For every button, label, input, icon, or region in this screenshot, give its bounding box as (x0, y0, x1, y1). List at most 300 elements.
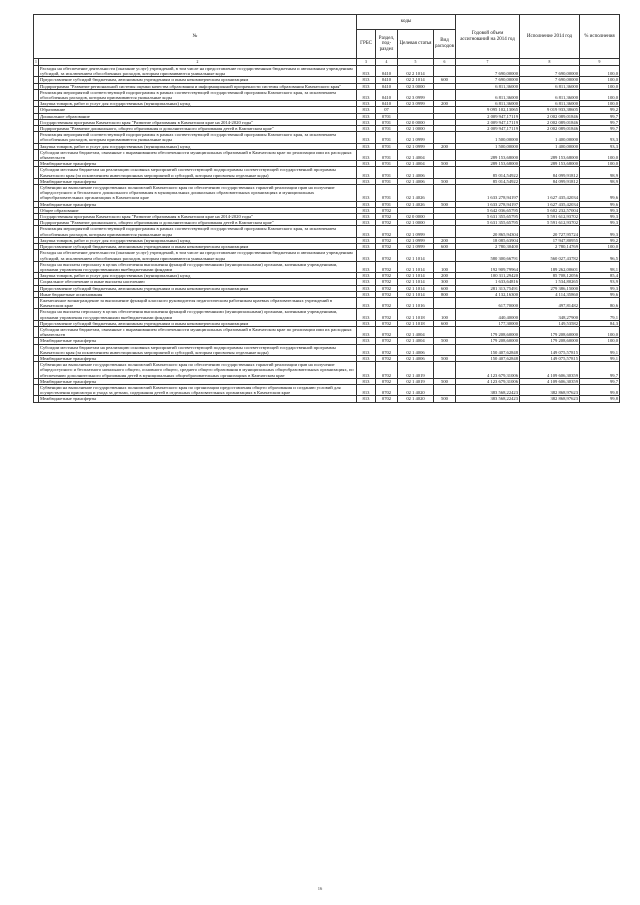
cell-grbs: 813 (357, 66, 376, 77)
cell-target-article: 02 3 0999 (398, 101, 434, 107)
cell-target-article: 02 1 1018 (398, 320, 434, 326)
cell-exec: 382 868,97623 (520, 396, 580, 402)
table-row (34, 362, 620, 379)
cell-percent: 99,7 (580, 362, 620, 379)
cell-name: Закупка товаров, работ и услуг для государственных (муниципальных) нужд (39, 273, 357, 279)
cell-section: 0702 (376, 338, 398, 344)
cell-name: Государственная программа Камчатского края "Развитие образования в Камчатском крае на 2014-2020 годы" (39, 119, 357, 125)
header-codes: коды (357, 15, 456, 30)
cell-target-article: 02 1 4004 (398, 161, 434, 167)
cell-target-article: 02 1 1014 (398, 279, 434, 285)
cell-section: 0702 (376, 362, 398, 379)
cell-name: Реализация мероприятий соответствующей подпрограммы в рамках соответствующей государственной программы Камчатского края, за исключением обособленных расходов, которым присваиваются уникальные коды (39, 89, 357, 100)
cell-exec: 279 386,15000 (520, 285, 580, 291)
cell-target-article: 02 1 1014 (398, 291, 434, 297)
cell-exec: 2 002 089,01846 (520, 126, 580, 132)
cell-name: Иные бюджетные ассигнования (39, 291, 357, 297)
cell-grbs: 813 (357, 273, 376, 279)
cell-target-article: 02 1 1016 (398, 297, 434, 308)
cell-grbs: 813 (357, 185, 376, 202)
cell-percent: 100,0 (580, 89, 620, 100)
cell-name: Расходы на выплаты персоналу в целях обеспечения выполнения функций государственными (муниципальными) органами, казенными учреждениями, органами управления государственными внебюджетными фондами (39, 261, 357, 272)
cell-exec: 289 153,68000 (520, 161, 580, 167)
cell-grbs: 813 (357, 396, 376, 402)
cell-plan: 383 568,22423 (456, 384, 520, 395)
cell-name: Субвенции на выполнение государственных полномочий Камчатского края по организации предоставления общего образования и созданию условий для осуществления присмотра и ухода за детьми, содержания детей в отдельных образовательных организациях в Камчатском крае (39, 384, 357, 395)
cell-grbs: 813 (357, 83, 376, 89)
cell-percent: 99,1 (580, 344, 620, 355)
cell-grbs: 813 (357, 201, 376, 207)
cell-plan: 150 407,62848 (456, 355, 520, 361)
cell-expense-type: 500 (434, 396, 456, 402)
cell-target-article: 02 1 4019 (398, 378, 434, 384)
cell-expense-type (434, 66, 456, 77)
cell-name: Расходы на обеспечение деятельности (оказание услуг) учреждений, в том числе на предоставление государственным бюджетным и автономным учреждениям субсидий, за исключением обособленных расходов, которым присваиваются уникальные коды (39, 66, 357, 77)
cell-section: 0701 (376, 143, 398, 149)
cell-plan: 179 208,60000 (456, 338, 520, 344)
cell-plan: 5 631 355,65795 (456, 220, 520, 226)
cell-target-article: 02 1 4026 (398, 185, 434, 202)
cell-target-article: 02 1 4004 (398, 149, 434, 160)
cell-plan: 617,70000 (456, 297, 520, 308)
cell-plan: 85 014,54922 (456, 167, 520, 178)
cell-plan: 6 811,36000 (456, 83, 520, 89)
table-row (34, 344, 620, 355)
budget-sheet (33, 14, 619, 403)
cell-expense-type: 300 (434, 279, 456, 285)
cell-exec: 5 591 612,93702 (520, 220, 580, 226)
cell-section: 0701 (376, 201, 398, 207)
cell-exec: 149 075,57815 (520, 344, 580, 355)
cell-section: 0701 (376, 178, 398, 184)
col-index: 9 (580, 59, 620, 66)
cell-exec: 1 400,00000 (520, 132, 580, 143)
cell-exec: 1 400,00000 (520, 143, 580, 149)
cell-percent: 99,3 (580, 220, 620, 226)
cell-section: 0702 (376, 279, 398, 285)
table-row (34, 384, 620, 395)
table-row (34, 149, 620, 160)
table-row (34, 297, 620, 308)
cell-expense-type (434, 326, 456, 337)
cell-target-article: 02 2 1014 (398, 66, 434, 77)
cell-name: Расходы на обеспечение деятельности (оказание услуг) учреждений, в том числе на предоставление государственным бюджетным и автономным учреждениям субсидий, за исключением обособленных расходов, которым присваиваются уникальные коды (39, 250, 357, 261)
cell-target-article: 02 3 0000 (398, 83, 434, 89)
table-row (34, 396, 620, 402)
cell-grbs: 813 (357, 220, 376, 226)
cell-section: 0701 (376, 119, 398, 125)
cell-expense-type (434, 167, 456, 178)
cell-section: 0702 (376, 226, 398, 237)
cell-grbs: 813 (357, 362, 376, 379)
cell-expense-type: 200 (434, 237, 456, 243)
cell-target-article: 02 2 1014 (398, 77, 434, 83)
cell-grbs: 813 (357, 291, 376, 297)
cell-exec: 20 727,95724 (520, 226, 580, 237)
cell-exec: 497,81482 (520, 297, 580, 308)
cell-percent: 100,0 (580, 101, 620, 107)
cell-target-article: 02 1 0999 (398, 244, 434, 250)
cell-grbs: 813 (357, 214, 376, 220)
cell-section: 0702 (376, 214, 398, 220)
cell-expense-type (434, 226, 456, 237)
cell-section: 0702 (376, 291, 398, 297)
cell-grbs: 813 (357, 161, 376, 167)
cell-plan: 20 865,94304 (456, 226, 520, 237)
cell-percent: 96,5 (580, 250, 620, 261)
cell-name: Государственная программа Камчатского края "Развитие образования в Камчатском крае на 2014-2020 годы" (39, 214, 357, 220)
cell-exec: 149 075,57815 (520, 355, 580, 361)
cell-exec: 9 019 933,38605 (520, 107, 580, 113)
cell-target-article: 02 1 0999 (398, 237, 434, 243)
column-index-row (34, 59, 620, 66)
cell-target-article: 02 1 0000 (398, 220, 434, 226)
cell-grbs: 813 (357, 126, 376, 132)
cell-percent: 99,8 (580, 396, 620, 402)
cell-exec: 1 627 435,42034 (520, 201, 580, 207)
cell-name: Субсидии местным бюджетам на реализацию основных мероприятий соответствующей подпрограммы соответствующей государственной программы Камчатского края (за исключением инвестиционных мероприятий и субсидий, которым присвоены отдельные коды) (39, 344, 357, 355)
cell-target-article: 02 1 4006 (398, 167, 434, 178)
cell-exec: 179 208,60000 (520, 326, 580, 337)
header-pct: % исполнения (580, 15, 620, 59)
cell-plan: 4 132,16300 (456, 291, 520, 297)
cell-section: 0702 (376, 344, 398, 355)
cell-section: 0701 (376, 149, 398, 160)
cell-exec: 382 868,97623 (520, 384, 580, 395)
cell-section: 0410 (376, 83, 398, 89)
col-index: 7 (456, 59, 520, 66)
cell-plan: 289 153,68000 (456, 161, 520, 167)
cell-expense-type (434, 362, 456, 379)
cell-exec: 7 690,00000 (520, 66, 580, 77)
cell-section: 0702 (376, 326, 398, 337)
cell-percent: 100,0 (580, 66, 620, 77)
cell-percent: 84,3 (580, 320, 620, 326)
cell-percent: 99,2 (580, 237, 620, 243)
cell-target-article: 02 0 0000 (398, 119, 434, 125)
cell-plan: 4 123 679,31006 (456, 362, 520, 379)
cell-exec: 1 534,80265 (520, 279, 580, 285)
cell-plan: 6 811,36000 (456, 101, 520, 107)
cell-section: 0702 (376, 244, 398, 250)
cell-name: Закупка товаров, работ и услуг для государственных (муниципальных) нужд (39, 237, 357, 243)
cell-section: 0410 (376, 66, 398, 77)
cell-name: Межбюджетные трансферты (39, 378, 357, 384)
cell-plan: 9 095 102,13065 (456, 107, 520, 113)
cell-exec: 2 780,14769 (520, 244, 580, 250)
cell-exec: 189 262,00601 (520, 261, 580, 272)
cell-section: 0701 (376, 185, 398, 202)
cell-target-article: 02 1 0999 (398, 143, 434, 149)
page-number: 16 (317, 886, 323, 891)
cell-grbs: 813 (357, 113, 376, 119)
cell-exec: 84 099,91812 (520, 178, 580, 184)
cell-grbs: 813 (357, 143, 376, 149)
cell-percent: 93,3 (580, 132, 620, 143)
cell-percent: 100,0 (580, 326, 620, 337)
cell-exec: 85 708,12056 (520, 273, 580, 279)
table-row (34, 66, 620, 77)
cell-section: 0701 (376, 167, 398, 178)
cell-percent: 100,0 (580, 338, 620, 344)
cell-expense-type (434, 149, 456, 160)
cell-exec: 7 690,00000 (520, 77, 580, 83)
cell-section: 0702 (376, 355, 398, 361)
cell-percent: 80,6 (580, 297, 620, 308)
cell-section: 0702 (376, 261, 398, 272)
cell-name: Межбюджетные трансферты (39, 161, 357, 167)
cell-expense-type (434, 297, 456, 308)
cell-exec: 5 591 612,93702 (520, 214, 580, 220)
cell-exec: 84 099,91812 (520, 167, 580, 178)
cell-plan: 440,40000 (456, 309, 520, 320)
cell-name: Межбюджетные трансферты (39, 355, 357, 361)
cell-target-article: 02 1 1014 (398, 261, 434, 272)
cell-exec: 179 208,60000 (520, 338, 580, 344)
cell-target-article: 02 1 4019 (398, 362, 434, 379)
budget-table (33, 14, 620, 403)
cell-percent: 100,0 (580, 149, 620, 160)
header-num: № (34, 15, 357, 59)
cell-section: 0702 (376, 207, 398, 213)
cell-grbs: 813 (357, 261, 376, 272)
cell-percent: 99,2 (580, 107, 620, 113)
cell-expense-type (434, 250, 456, 261)
col-index: 4 (376, 59, 398, 66)
cell-section: 0702 (376, 273, 398, 279)
cell-section: 0701 (376, 161, 398, 167)
cell-exec: 4 109 606,30359 (520, 378, 580, 384)
cell-plan: 2 780,30400 (456, 244, 520, 250)
cell-expense-type: 500 (434, 378, 456, 384)
cell-plan: 1 633,64816 (456, 279, 520, 285)
cell-grbs: 813 (357, 244, 376, 250)
cell-expense-type: 200 (434, 273, 456, 279)
cell-expense-type: 600 (434, 320, 456, 326)
cell-percent: 98,1 (580, 261, 620, 272)
cell-expense-type: 500 (434, 355, 456, 361)
cell-plan: 7 690,00000 (456, 77, 520, 83)
cell-section: 0702 (376, 250, 398, 261)
cell-percent: 99,8 (580, 384, 620, 395)
cell-section: 0702 (376, 396, 398, 402)
cell-percent: 99,3 (580, 285, 620, 291)
cell-expense-type: 600 (434, 244, 456, 250)
cell-exec: 2 002 089,01846 (520, 119, 580, 125)
cell-grbs: 813 (357, 378, 376, 384)
cell-percent: 99,3 (580, 226, 620, 237)
cell-section: 0702 (376, 285, 398, 291)
table-row (34, 89, 620, 100)
cell-plan: 100 311,29420 (456, 273, 520, 279)
cell-percent: 98,9 (580, 178, 620, 184)
cell-exec: 4 109 606,30359 (520, 362, 580, 379)
cell-plan: 5 631 355,65795 (456, 214, 520, 220)
cell-grbs: 813 (357, 178, 376, 184)
cell-grbs: 813 (357, 207, 376, 213)
cell-target-article: 02 3 0999 (398, 89, 434, 100)
table-row (34, 309, 620, 320)
cell-expense-type: 100 (434, 261, 456, 272)
cell-target-article: 02 1 0999 (398, 132, 434, 143)
cell-section: 0701 (376, 126, 398, 132)
cell-percent: 85,4 (580, 273, 620, 279)
cell-expense-type: 200 (434, 143, 456, 149)
col-index: 6 (434, 59, 456, 66)
cell-target-article: 02 1 0000 (398, 126, 434, 132)
header-vr: Вид расходов (434, 30, 456, 59)
cell-expense-type: 500 (434, 178, 456, 184)
cell-section: 0702 (376, 237, 398, 243)
cell-target-article: 02 1 4006 (398, 344, 434, 355)
cell-percent: 99,3 (580, 214, 620, 220)
table-row (34, 167, 620, 178)
cell-plan: 85 014,54922 (456, 178, 520, 184)
cell-expense-type: 500 (434, 161, 456, 167)
cell-grbs: 813 (357, 355, 376, 361)
cell-section: 07 (376, 107, 398, 113)
cell-percent: 100,0 (580, 77, 620, 83)
cell-expense-type (434, 185, 456, 202)
cell-exec: 2 002 089,01846 (520, 113, 580, 119)
cell-exec: 289 153,68000 (520, 149, 580, 160)
cell-plan: 580 300,66791 (456, 250, 520, 261)
cell-target-article: 02 1 4020 (398, 384, 434, 395)
cell-percent: 99,7 (580, 126, 620, 132)
cell-grbs: 813 (357, 384, 376, 395)
cell-plan: 5 642 036,65795 (456, 207, 520, 213)
cell-name: Субсидии местным бюджетам, связанные с выравниванием обеспеченности муниципальных образований в Камчатском крае по реализации ими их расходных обязательств (39, 326, 357, 337)
cell-grbs: 813 (357, 167, 376, 178)
table-row (34, 261, 620, 272)
header-rzpr: Раздел, под-раздел (376, 30, 398, 59)
cell-section: 0702 (376, 309, 398, 320)
cell-grbs: 813 (357, 250, 376, 261)
cell-percent: 93,3 (580, 143, 620, 149)
cell-plan: 150 407,62848 (456, 344, 520, 355)
cell-target-article: 02 1 1014 (398, 250, 434, 261)
cell-expense-type (434, 384, 456, 395)
cell-plan: 1 633 278,94197 (456, 185, 520, 202)
cell-percent: 79,1 (580, 309, 620, 320)
cell-plan: 383 568,22423 (456, 396, 520, 402)
cell-exec: 149,53582 (520, 320, 580, 326)
cell-name: Межбюджетные трансферты (39, 396, 357, 402)
cell-name: Субвенции на выполнение государственных полномочий Камчатского края по обеспечению государственных гарантий реализации прав на получение общедоступного и бесплатного дошкольного образования в муниципальных дошкольных образовательных организациях и муниципальных общеобразовательных организациях в Камчатском крае (39, 185, 357, 202)
cell-name: Предоставление субсидий бюджетным, автономным учреждениям и иным некоммерческим организациям (39, 77, 357, 83)
cell-exec: 17 947,80955 (520, 237, 580, 243)
cell-percent: 99,3 (580, 207, 620, 213)
cell-plan: 2 009 947,17119 (456, 113, 520, 119)
table-row (34, 185, 620, 202)
cell-exec: 6 811,36000 (520, 83, 580, 89)
cell-percent: 100,0 (580, 161, 620, 167)
cell-grbs: 813 (357, 149, 376, 160)
header-csr: Целевая статья (398, 30, 434, 59)
cell-name: Межбюджетные трансферты (39, 178, 357, 184)
cell-section: 0702 (376, 384, 398, 395)
cell-name: Субсидии местным бюджетам на реализацию основных мероприятий соответствующей подпрограммы соответствующей государственной программы Камчатского края (за исключением инвестиционных мероприятий и субсидий, которым присвоены отдельные коды) (39, 167, 357, 178)
cell-name: Общее образование (39, 207, 357, 213)
header-exec: Исполнение 2014 год (520, 15, 580, 59)
cell-expense-type: 500 (434, 338, 456, 344)
cell-grbs: 813 (357, 119, 376, 125)
cell-expense-type: 200 (434, 101, 456, 107)
cell-grbs: 813 (357, 285, 376, 291)
col-index: 2 (39, 59, 357, 66)
cell-grbs: 813 (357, 279, 376, 285)
cell-percent: 100,0 (580, 244, 620, 250)
cell-target-article: 02 1 1014 (398, 273, 434, 279)
cell-exec: 348,27900 (520, 309, 580, 320)
cell-plan: 6 811,36000 (456, 89, 520, 100)
table-row (34, 226, 620, 237)
cell-name: Субсидии местным бюджетам, связанные с выравниванием обеспеченности муниципальных образований в Камчатском крае по реализации ими их расходных обязательств (39, 149, 357, 160)
cell-plan: 1 500,00000 (456, 143, 520, 149)
cell-expense-type: 100 (434, 309, 456, 320)
cell-plan: 2 009 947,17119 (456, 119, 520, 125)
cell-name: Закупка товаров, работ и услуг для государственных (муниципальных) нужд (39, 101, 357, 107)
cell-grbs: 813 (357, 77, 376, 83)
cell-target-article: 02 1 1018 (398, 309, 434, 320)
cell-plan: 18 085,63904 (456, 237, 520, 243)
cell-name: Социальное обеспечение и иные выплаты населению (39, 279, 357, 285)
col-index: 3 (357, 59, 376, 66)
header-grbs: ГРБС (357, 30, 376, 59)
cell-grbs: 813 (357, 107, 376, 113)
cell-section: 0410 (376, 89, 398, 100)
cell-percent: 99,1 (580, 355, 620, 361)
cell-percent: 98,9 (580, 167, 620, 178)
cell-exec: 1 627 435,42034 (520, 185, 580, 202)
budget-table-body (34, 59, 620, 403)
cell-target-article: 02 1 1014 (398, 285, 434, 291)
cell-name: Закупка товаров, работ и услуг для государственных (муниципальных) нужд (39, 143, 357, 149)
cell-percent: 99,7 (580, 113, 620, 119)
header-plan: Годовой объем ассигнований на 2014 год (456, 15, 520, 59)
cell-plan: 4 123 679,31006 (456, 378, 520, 384)
cell-exec: 5 602 232,57004 (520, 207, 580, 213)
cell-name: Подпрограмма "Развитие региональной системы оценки качества образования и информационной прозрачности системы образования Камчатского края" (39, 83, 357, 89)
table-row (34, 250, 620, 261)
cell-name: Расходы на выплаты персоналу в целях обеспечения выполнения функций государственными (муниципальными) органами, казенными учреждениями, органами управления государственными внебюджетными фондами (39, 309, 357, 320)
cell-name: Образование (39, 107, 357, 113)
cell-grbs: 813 (357, 89, 376, 100)
cell-percent: 99,6 (580, 185, 620, 202)
cell-percent: 100,0 (580, 83, 620, 89)
cell-grbs: 813 (357, 326, 376, 337)
cell-expense-type (434, 344, 456, 355)
cell-name: Подпрограмма "Развитие дошкольного, общего образования и дополнительного образования детей в Камчатском крае" (39, 126, 357, 132)
cell-exec: 4 114,35860 (520, 291, 580, 297)
cell-name: Реализация мероприятий соответствующей подпрограммы в рамках соответствующей государственной программы Камчатского края, за исключением обособленных расходов, которым присваиваются уникальные коды (39, 132, 357, 143)
cell-expense-type: 600 (434, 285, 456, 291)
cell-expense-type (434, 132, 456, 143)
cell-exec: 6 811,36000 (520, 89, 580, 100)
cell-expense-type: 500 (434, 201, 456, 207)
cell-name: Предоставление субсидий бюджетным, автономным учреждениям и иным некоммерческим организациям (39, 285, 357, 291)
cell-grbs: 813 (357, 344, 376, 355)
cell-section: 0701 (376, 132, 398, 143)
col-index: 1 (35, 59, 37, 64)
cell-section: 0410 (376, 77, 398, 83)
cell-name: Предоставление субсидий бюджетным, автономным учреждениям и иным некоммерческим организациям (39, 320, 357, 326)
cell-section: 0702 (376, 297, 398, 308)
cell-percent: 99,7 (580, 119, 620, 125)
cell-grbs: 813 (357, 338, 376, 344)
cell-grbs: 813 (357, 132, 376, 143)
cell-name: Реализация мероприятий соответствующей подпрограммы в рамках соответствующей государственной программы Камчатского края, за исключением обособленных расходов, которым присваиваются уникальные коды (39, 226, 357, 237)
